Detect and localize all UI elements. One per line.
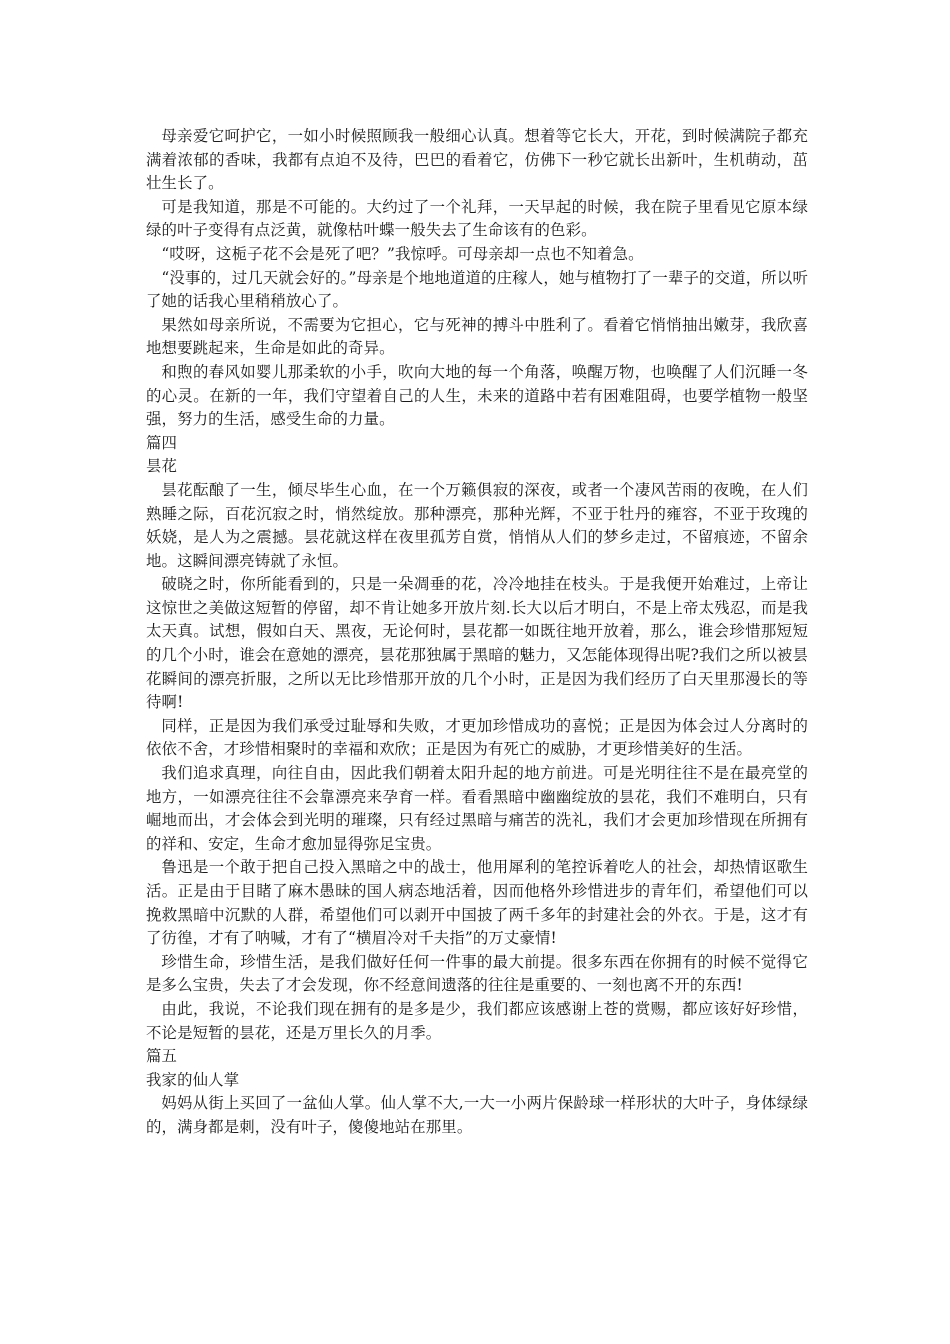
article-title-tanhua: 昙花 — [146, 457, 178, 476]
paragraph-cherish-life: 珍惜生命，珍惜生活，是我们做好任何一件事的最大前提。很多东西在你拥有的时候不觉得它是多么宝贵，失去了才会发现，你不经意间遗落的往往是重要的、一刻也离不开的东西! — [146, 952, 808, 995]
paragraph-tanhua-bloom: 昙花酝酿了一生，倾尽毕生心血，在一个万籁俱寂的深夜，或者一个凄风苦雨的夜晚，在人们熟睡之际，百花沉寂之时，悄然绽放。那种漂亮，那种光辉，不亚于牡丹的雍容，不亚于玫瑰的妖娆，是人为之震撼。昙花就这样在夜里孤芳自赏，悄悄从人们的梦乡走过，不留痕迹，不留余地。这瞬间漂亮铸就了永恒。 — [146, 480, 808, 570]
paragraph-dawn: 破晓之时，你所能看到的，只是一朵凋垂的花，冷冷地挂在枝头。于是我便开始难过，上帝让这惊世之美做这短暂的停留，却不肯让她多开放片刻.长大以后才明白，不是上帝太残忍，而是我太天真。试想，假如白天、黑夜，无论何时，昙花都一如既往地开放着，那么，谁会珍惜那短短的几个小时，谁会在意她的漂亮，昙花那独属于黑暗的魅力，又怎能体现得出呢?我们之所以被昙花瞬间的漂亮折服，之所以无比珍惜那开放的几个小时，正是因为我们经历了白天里那漫长的等待啊! — [146, 575, 808, 712]
paragraph-spring-wind: 和煦的春风如婴儿那柔软的小手，吹向大地的每一个角落，唤醒万物，也唤醒了人们沉睡一冬的心灵。在新的一年，我们守望着自己的人生，未来的道路中若有困难阻碍，也要学植物一般坚强，努力的生活，感受生命的力量。 — [146, 362, 808, 429]
paragraph-pursue-truth: 我们追求真理，向往自由，因此我们朝着太阳升起的地方前进。可是光明往往不是在最亮堂的地方，一如漂亮往往不会靠漂亮来孕育一样。看看黑暗中幽幽绽放的昙花，我们不难明白，只有崛地而出，才会体会到光明的璀璨，只有经过黑暗与痛苦的洗礼，我们才会更加珍惜现在所拥有的祥和、安定，生命才愈加显得弥足宝贵。 — [146, 764, 808, 853]
section-heading-5: 篇五 — [146, 1047, 178, 1066]
paragraph-luxun: 鲁迅是一个敢于把自己投入黑暗之中的战士，他用犀利的笔控诉着吃人的社会，却热情讴歌生活。正是由于目睹了麻木愚昧的国人病态地活着，因而他格外珍惜进步的青年们，希望他们可以挽救黑暗中沉默的人群，希望他们可以剥开中国披了两千多年的封建社会的外衣。于是，这才有了彷徨，才有了呐喊，才有了“横眉冷对千夫指”的万丈豪情! — [146, 858, 808, 948]
document-page — [146, 125, 808, 1140]
section-heading-4: 篇四 — [146, 433, 178, 452]
paragraph-mother-cares: 母亲爱它呵护它，一如小时候照顾我一般细心认真。想着等它长大，开花，到时候满院子都充满着浓郁的香味，我都有点迫不及待，巴巴的看着它，仿佛下一秒它就长出新叶，生机萌动，茁壮生长了。 — [146, 127, 808, 193]
paragraph-cactus-intro: 妈妈从街上买回了一盆仙人掌。仙人掌不大,一大一小两片保龄球一样形状的大叶子，身体绿绿的，满身都是刺，没有叶子，傻傻地站在那里。 — [146, 1094, 808, 1136]
paragraph-likewise: 同样，正是因为我们承受过耻辱和失败，才更加珍惜成功的喜悦；正是因为体会过人分离时的依依不舍，才珍惜相聚时的幸福和欢欣；正是因为有死亡的威胁，才更珍惜美好的生活。 — [146, 716, 808, 759]
paragraph-exclaim: “哎呀，这栀子花不会是死了吧？”我惊呼。可母亲却一点也不知着急。 — [161, 244, 644, 263]
article-title-cactus: 我家的仙人掌 — [146, 1070, 240, 1089]
paragraph-new-buds: 果然如母亲所说，不需要为它担心，它与死神的搏斗中胜利了。看着它悄悄抽出嫩芽，我欣喜地想要跳起来，生命是如此的奇异。 — [146, 315, 808, 358]
paragraph-mother-reply: “没事的，过几天就会好的。”母亲是个地地道道的庄稼人，她与植物打了一辈子的交道，所以听了她的话我心里稍稍放心了。 — [146, 268, 808, 311]
paragraph-leaves-yellow: 可是我知道，那是不可能的。大约过了一个礼拜，一天早起的时候，我在院子里看见它原本绿绿的叶子变得有点泛黄，就像枯叶蝶一般失去了生命该有的色彩。 — [146, 197, 808, 240]
paragraph-conclusion: 由此，我说，不论我们现在拥有的是多是少，我们都应该感谢上苍的赏赐，都应该好好珍惜，不论是短暂的昙花，还是万里长久的月季。 — [146, 999, 808, 1042]
